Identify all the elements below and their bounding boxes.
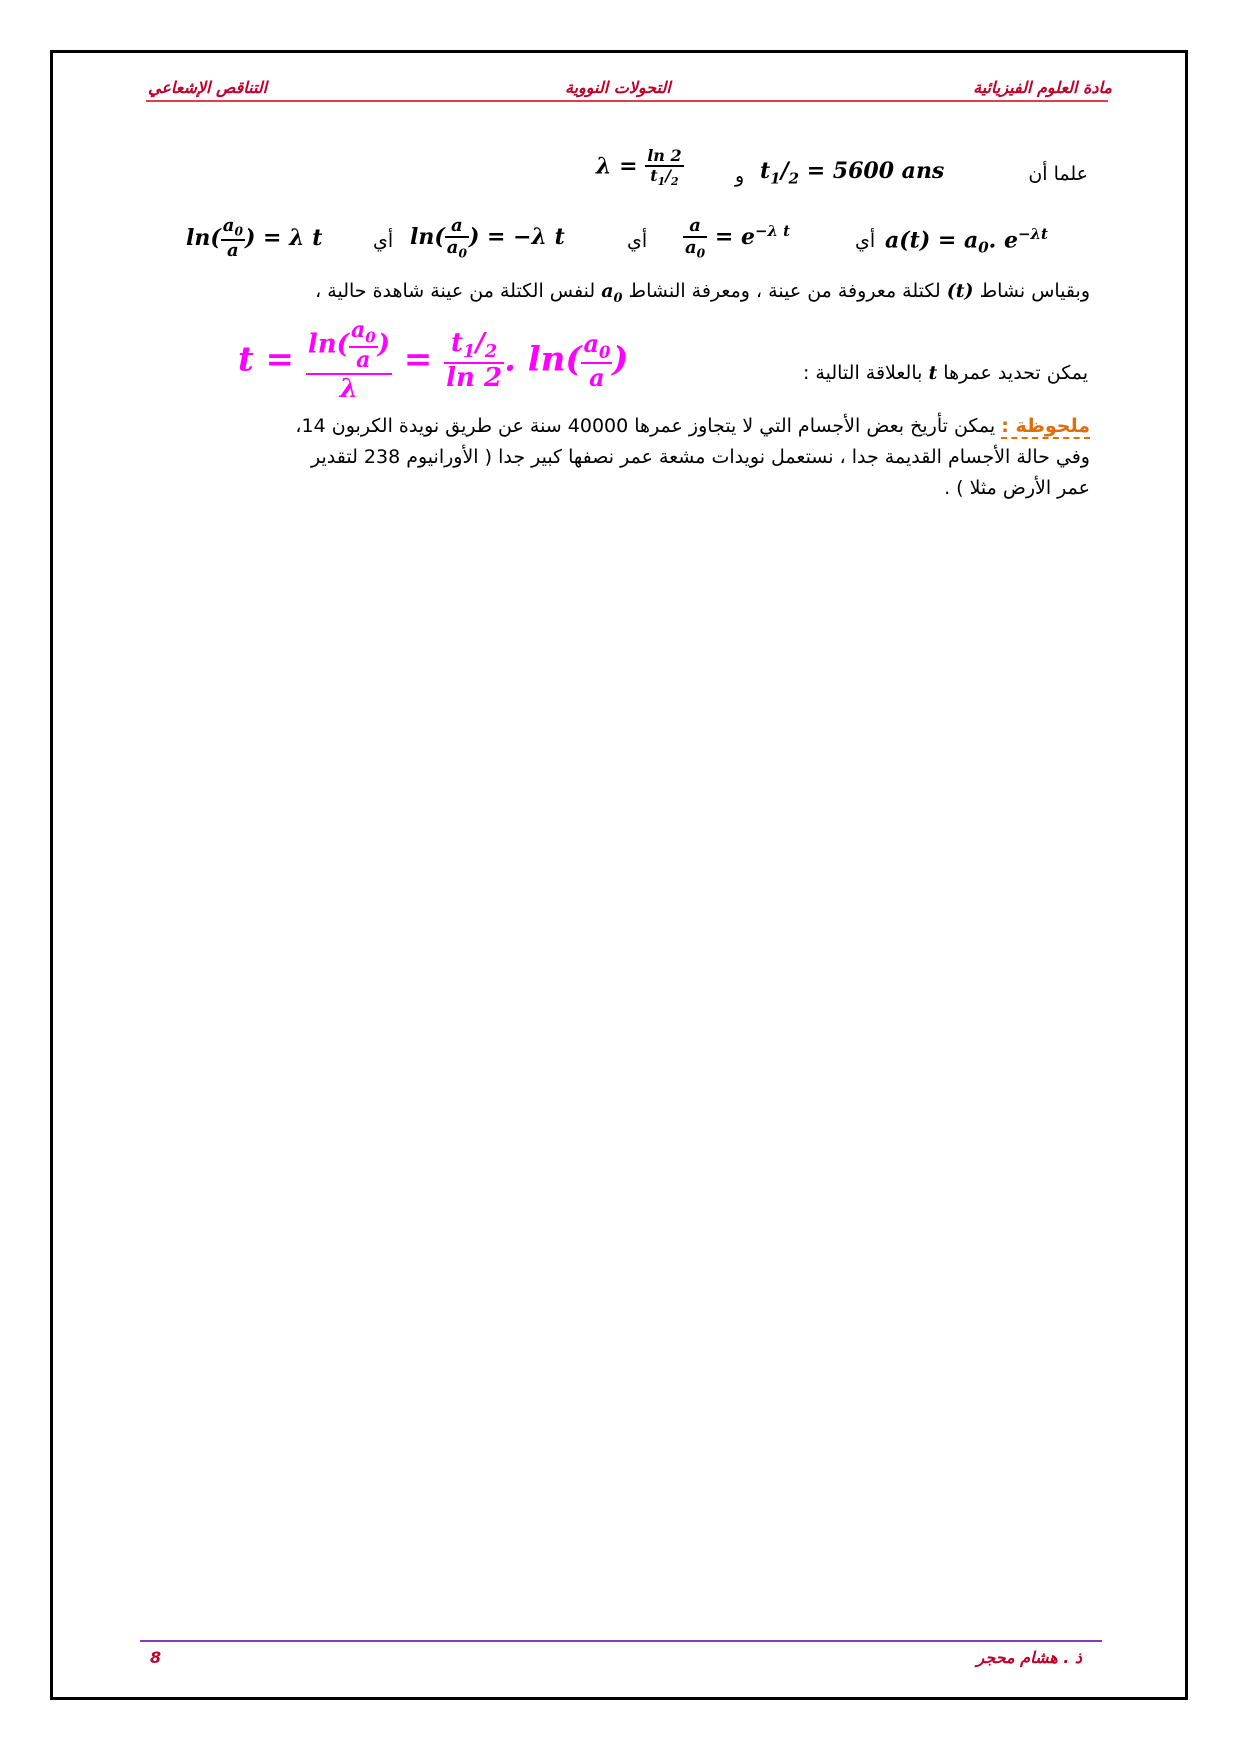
ratio-exponential: $\frac{a}{a_0}$ = $e^{-\lambda t}$ — [685, 215, 791, 261]
header-rule — [146, 100, 1108, 102]
activity-law: $a(t) = a_0$. $e^{-\lambda t}$ — [885, 225, 1048, 257]
meaning-label-1: أي — [855, 230, 876, 252]
header-unit: التحولات النووية — [565, 78, 671, 97]
age-symbol: t — [928, 362, 938, 384]
note-line-2: وفي حالة الأجسام القديمة جدا ، نستعمل نويدات مشعة عمر نصفها كبير جدا ( الأورانيوم 238 لتقدير — [311, 446, 1090, 468]
page-number: 8 — [150, 1648, 162, 1667]
halflife-equation: $t_1/_2 = 5600$ ans — [760, 158, 945, 188]
note-label: ملحوظة : — [1001, 415, 1090, 437]
note-paragraph — [140, 411, 1090, 504]
note-line-1: يمكن تأريخ بعض الأجسام التي لا يتجاوز عمرها 40000 سنة عن طريق نويدة الكربون 14، — [295, 415, 996, 437]
measurement-sentence: وبقياس نشاط (t) لكتلة معروفة من عينة ، ومعرفة النشاط $a_0$ لنفس الكتلة من عينة شاهدة حالية ، — [315, 280, 1090, 306]
lambda-equation: λ = $\frac{\ln 2}{t_1/_2}$ — [596, 146, 682, 188]
header-lesson: التناقص الإشعاعي — [148, 78, 268, 97]
initial-activity-symbol: $a_0$ — [601, 280, 623, 306]
meaning-label-3: أي — [373, 230, 394, 252]
time-symbol: (t) — [946, 280, 974, 302]
footer-author: ذ . هشام محجر — [976, 1648, 1082, 1667]
header-subject: مادة العلوم الفيزيائية — [973, 78, 1112, 97]
log-ratio-positive: ln( $\frac{a_0}{a}$ ) = λ t — [186, 215, 323, 262]
log-ratio-negative: ln( $\frac{a}{a_0}$ ) = −λ t — [410, 215, 565, 261]
age-formula: t = ln( $\frac{a_0}{a}$ ) λ = $\frac{t_1/_2}{\ln 2}$ . ln( $\frac{a_0}{a}$ ) — [238, 317, 629, 405]
age-sentence: يمكن تحديد عمرها t بالعلاقة التالية : — [802, 362, 1088, 384]
knowing-label: علما أن — [1028, 163, 1088, 185]
footer-rule — [140, 1640, 1102, 1642]
meaning-label-2: أي — [627, 230, 648, 252]
note-line-3: عمر الأرض مثلا ) . — [944, 477, 1090, 499]
and-label: و — [735, 165, 745, 187]
halflife-value: 5600 ans — [832, 158, 945, 184]
